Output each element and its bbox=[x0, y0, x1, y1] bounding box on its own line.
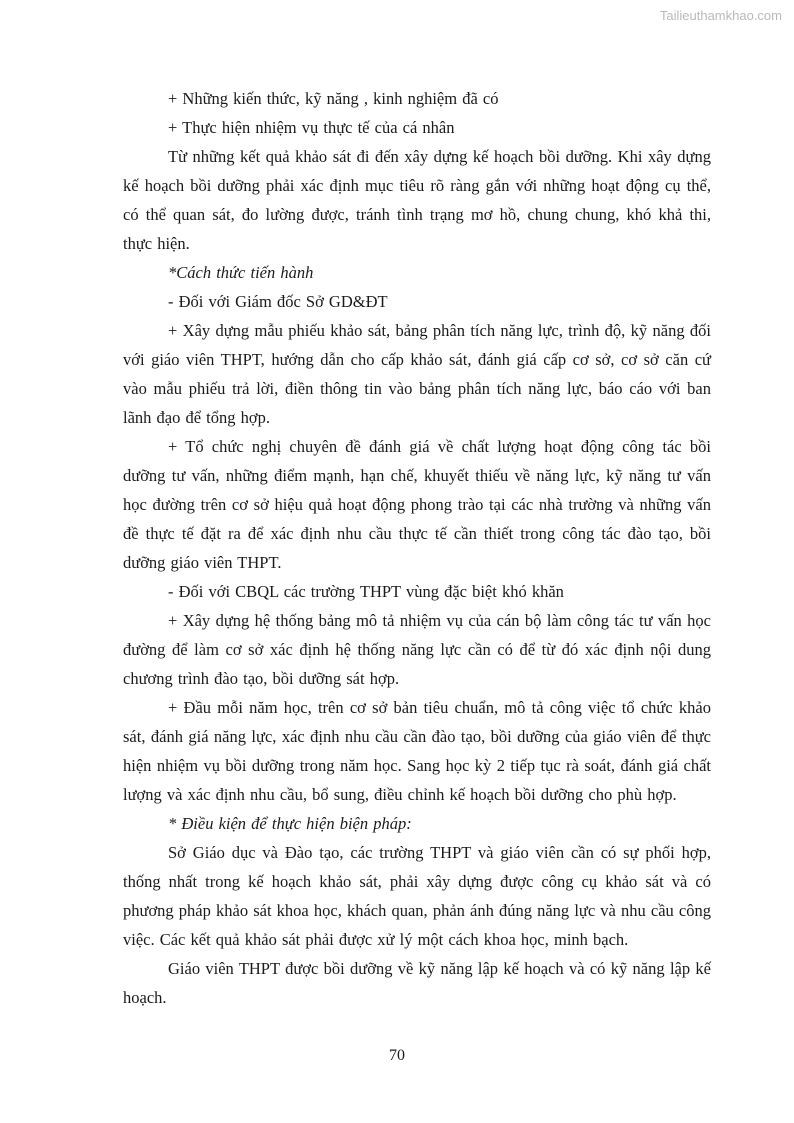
paragraph: Sở Giáo dục và Đào tạo, các trường THPT và giáo viên cần có sự phối hợp, thống nhất trong kế hoạch khảo sát, phải xây dựng được công cụ khảo sát và có phương pháp khảo sát khoa học, khách quan, phản ánh đúng năng lực và nhu cầu công việc. Các kết quả khảo sát phải được xử lý một cách khoa học, minh bạch. bbox=[123, 843, 711, 949]
paragraph: + Đầu mỗi năm học, trên cơ sở bản tiêu chuẩn, mô tả công việc tổ chức khảo sát, đánh giá năng lực, xác định nhu cầu cần đào tạo, bồi dưỡng của giáo viên để thực hiện nhiệm vụ bồi dưỡng trong năm học. Sang học kỳ 2 tiếp tục rà soát, đánh giá chất lượng và xác định nhu cầu, bổ sung, điều chỉnh kế hoạch bồi dưỡng cho phù hợp. bbox=[123, 698, 711, 804]
paragraph: + Xây dựng mẫu phiếu khảo sát, bảng phân tích năng lực, trình độ, kỹ năng đối với giáo viên THPT, hướng dẫn cho cấp khảo sát, đánh giá cấp cơ sở, cơ sở căn cứ vào mẫu phiếu trả lời, điền thông tin vào bảng phân tích năng lực, báo cáo với ban lãnh đạo để tổng hợp. bbox=[123, 321, 711, 427]
paragraph: + Tổ chức nghị chuyên đề đánh giá về chất lượng hoạt động công tác bồi dưỡng tư vấn, những điểm mạnh, hạn chế, khuyết thiếu về năng lực, kỹ năng tư vấn học đường trên cơ sở hiệu quả hoạt động phong trào tại các nhà trường và những vấn đề thực tế đặt ra để xác định nhu cầu thực tế cần thiết trong công tác đào tạo, bồi dưỡng giáo viên THPT. bbox=[123, 437, 711, 572]
paragraph: Từ những kết quả khảo sát đi đến xây dựng kế hoạch bồi dưỡng. Khi xây dựng kế hoạch bồi dưỡng phải xác định mục tiêu rõ ràng gắn với những hoạt động cụ thể, có thể quan sát, đo lường được, tránh tình trạng mơ hồ, chung chung, khó khả thi, thực hiện. bbox=[123, 147, 711, 253]
document-body bbox=[123, 84, 711, 1012]
paragraph: + Thực hiện nhiệm vụ thực tế của cá nhân bbox=[168, 118, 455, 137]
page-number: 70 bbox=[389, 1047, 405, 1064]
paragraph: - Đối với CBQL các trường THPT vùng đặc biệt khó khăn bbox=[168, 582, 564, 601]
paragraph: Giáo viên THPT được bồi dưỡng về kỹ năng lập kế hoạch và có kỹ năng lập kế hoạch. bbox=[123, 959, 711, 1007]
paragraph: - Đối với Giám đốc Sở GD&ĐT bbox=[168, 292, 388, 311]
paragraph: + Xây dựng hệ thống bảng mô tả nhiệm vụ của cán bộ làm công tác tư vấn học đường để làm cơ sở xác định hệ thống năng lực cần có để từ đó xác định nội dung chương trình đào tạo, bồi dưỡng sát hợp. bbox=[123, 611, 711, 688]
watermark: Tailieuthamkhao.com bbox=[659, 8, 782, 23]
section-heading: * Điều kiện để thực hiện biện pháp: bbox=[168, 814, 412, 833]
paragraph: + Những kiến thức, kỹ năng , kinh nghiệm đã có bbox=[168, 89, 499, 108]
section-heading: *Cách thức tiến hành bbox=[168, 263, 314, 282]
